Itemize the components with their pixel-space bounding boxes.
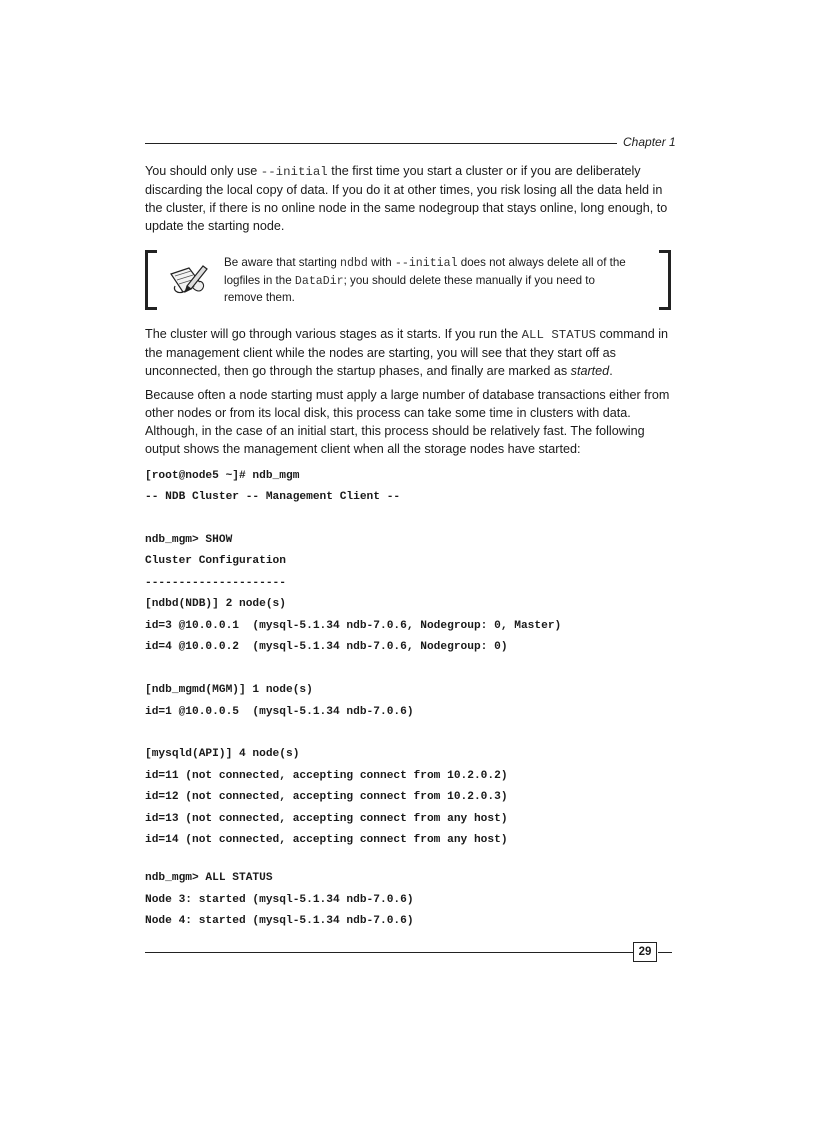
code-line: [ndbd(NDB)] 2 node(s) — [145, 598, 286, 610]
code-line — [145, 855, 665, 869]
inline-code-initial: --initial — [260, 165, 328, 179]
code-line: ndb_mgm> ALL STATUS — [145, 872, 273, 884]
para2-emphasis-started: started — [570, 364, 610, 378]
code-line: id=11 (not connected, accepting connect from 10.2.0.2) — [145, 770, 508, 782]
footer-rule-end — [658, 952, 672, 953]
code-line: id=14 (not connected, accepting connect from any host) — [145, 834, 508, 846]
note-pencil-icon — [165, 258, 209, 302]
note-left-bracket — [145, 250, 157, 310]
code-line: id=13 (not connected, accepting connect from any host) — [145, 813, 508, 825]
code-line — [145, 726, 665, 740]
code-line: [mysqld(API)] 4 node(s) — [145, 748, 300, 760]
para2-text-1: The cluster will go through various stages as it starts. If you run the — [145, 327, 522, 341]
code-line: id=3 @10.0.0.1 (mysql-5.1.34 ndb-7.0.6, Nodegroup: 0, Master) — [145, 620, 562, 632]
note-text-1: Be aware that starting — [224, 256, 340, 269]
inline-code-all-status: ALL STATUS — [521, 328, 596, 342]
note-text — [224, 255, 636, 307]
para2-text-3: . — [609, 364, 613, 378]
note-right-bracket — [659, 250, 671, 310]
code-line: id=1 @10.0.0.5 (mysql-5.1.34 ndb-7.0.6) — [145, 706, 414, 718]
code-line: id=12 (not connected, accepting connect from 10.2.0.3) — [145, 791, 508, 803]
inline-code-initial-note: --initial — [394, 257, 458, 270]
header-rule — [145, 143, 617, 144]
inline-code-ndbd: ndbd — [340, 257, 368, 270]
code-line: id=4 @10.0.0.2 (mysql-5.1.34 ndb-7.0.6, Nodegroup: 0) — [145, 641, 508, 653]
para2-text-2: command in the management client while the nodes are starting, you will see that they start off as unconnected, then go through the startup phases, and finally are marked as — [145, 327, 669, 378]
code-line: Node 4: started (mysql-5.1.34 ndb-7.0.6) — [145, 915, 414, 927]
paragraph-transactions: Because often a node starting must apply a large number of database transactions either from other nodes or from its local disk, this process can take some time in clusters with data. Although, in the case of an initial start, this process should be relatively fast. The following output shows the management client when all the storage nodes have started: — [145, 388, 670, 456]
footer-rule — [145, 952, 633, 953]
paragraph-startup-stages — [145, 325, 673, 380]
chapter-label: Chapter 1 — [623, 135, 676, 149]
note-text-2: with — [367, 256, 395, 269]
code-line — [145, 511, 665, 525]
code-line — [145, 662, 665, 676]
note-box — [145, 250, 671, 308]
note-text-4: ; you should delete these manually if you need to remove them. — [224, 273, 595, 304]
para1-text-1: You should only use — [145, 164, 261, 178]
code-line: Cluster Configuration — [145, 555, 286, 567]
code-line: -- NDB Cluster -- Management Client -- — [145, 491, 401, 503]
code-line: [ndb_mgmd(MGM)] 1 node(s) — [145, 684, 313, 696]
inline-code-datadir: DataDir — [294, 274, 344, 288]
paragraph-initial-usage — [145, 162, 673, 235]
code-line: Node 3: started (mysql-5.1.34 ndb-7.0.6) — [145, 894, 414, 906]
code-line: --------------------- — [145, 577, 286, 589]
page-number: 29 — [633, 942, 657, 962]
note-text-3: does not always delete all of the logfiles in the — [224, 256, 626, 287]
para1-text-2: the first time you start a cluster or if you are deliberately discarding the local copy of data. If you do it at other times, you risk losing all the data held in the cluster, if there is no online node in the same nodegroup that stays online, long enough, to update the starting node. — [145, 164, 668, 233]
code-line: ndb_mgm> SHOW — [145, 534, 233, 546]
code-line: [root@node5 ~]# ndb_mgm — [145, 470, 300, 482]
